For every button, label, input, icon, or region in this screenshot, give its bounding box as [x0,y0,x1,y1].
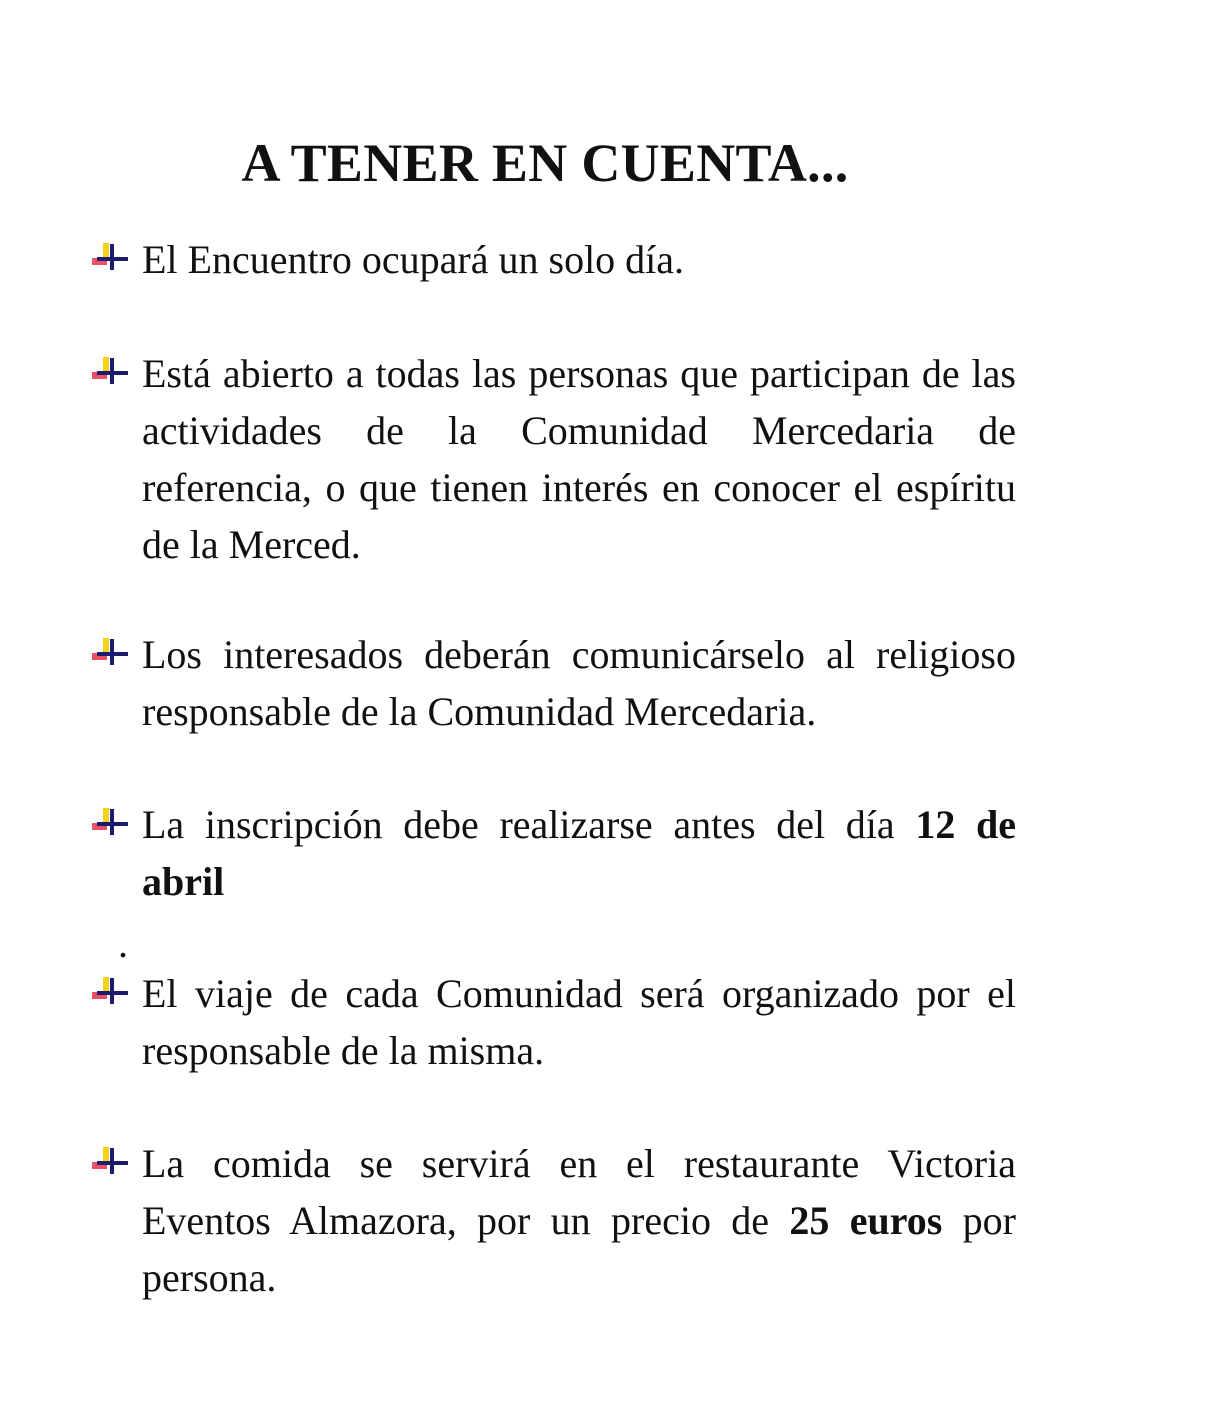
item-text: Los interesados deberán comunicárselo al religioso responsable de la Comunidad Mercedaria. [142,632,1016,734]
list-item [90,796,1016,910]
arrow-down-bullet-icon [90,241,128,271]
item-text: El Encuentro ocupará un solo día. [142,237,685,282]
list-item [90,231,1016,288]
item-text: La inscripción debe realizarse antes del día 12 de abril [142,802,1016,904]
arrow-down-bullet-icon [90,975,128,1005]
page-title: A TENER EN CUENTA... [241,133,849,193]
list-item [90,965,1016,1079]
arrow-down-bullet-icon [90,636,128,666]
price: 25 euros [789,1198,943,1243]
list-item [90,345,1016,573]
stray-dot: . [118,921,128,966]
deadline-date: 12 de abril [142,802,1016,904]
arrow-down-bullet-icon [90,806,128,836]
item-text: La comida se servirá en el restaurante Victoria Eventos Almazora, por un precio de 25 euros por persona. [142,1141,1016,1300]
arrow-down-bullet-icon [90,1145,128,1175]
list-item [90,1135,1016,1306]
item-text: El viaje de cada Comunidad será organizado por el responsable de la misma. [142,971,1016,1073]
arrow-down-bullet-icon [90,355,128,385]
list-item [90,626,1016,740]
item-text: Está abierto a todas las personas que participan de las actividades de la Comunidad Mercedaria de referencia, o que tienen interés en conocer el espíritu de la Merced. [142,351,1016,567]
